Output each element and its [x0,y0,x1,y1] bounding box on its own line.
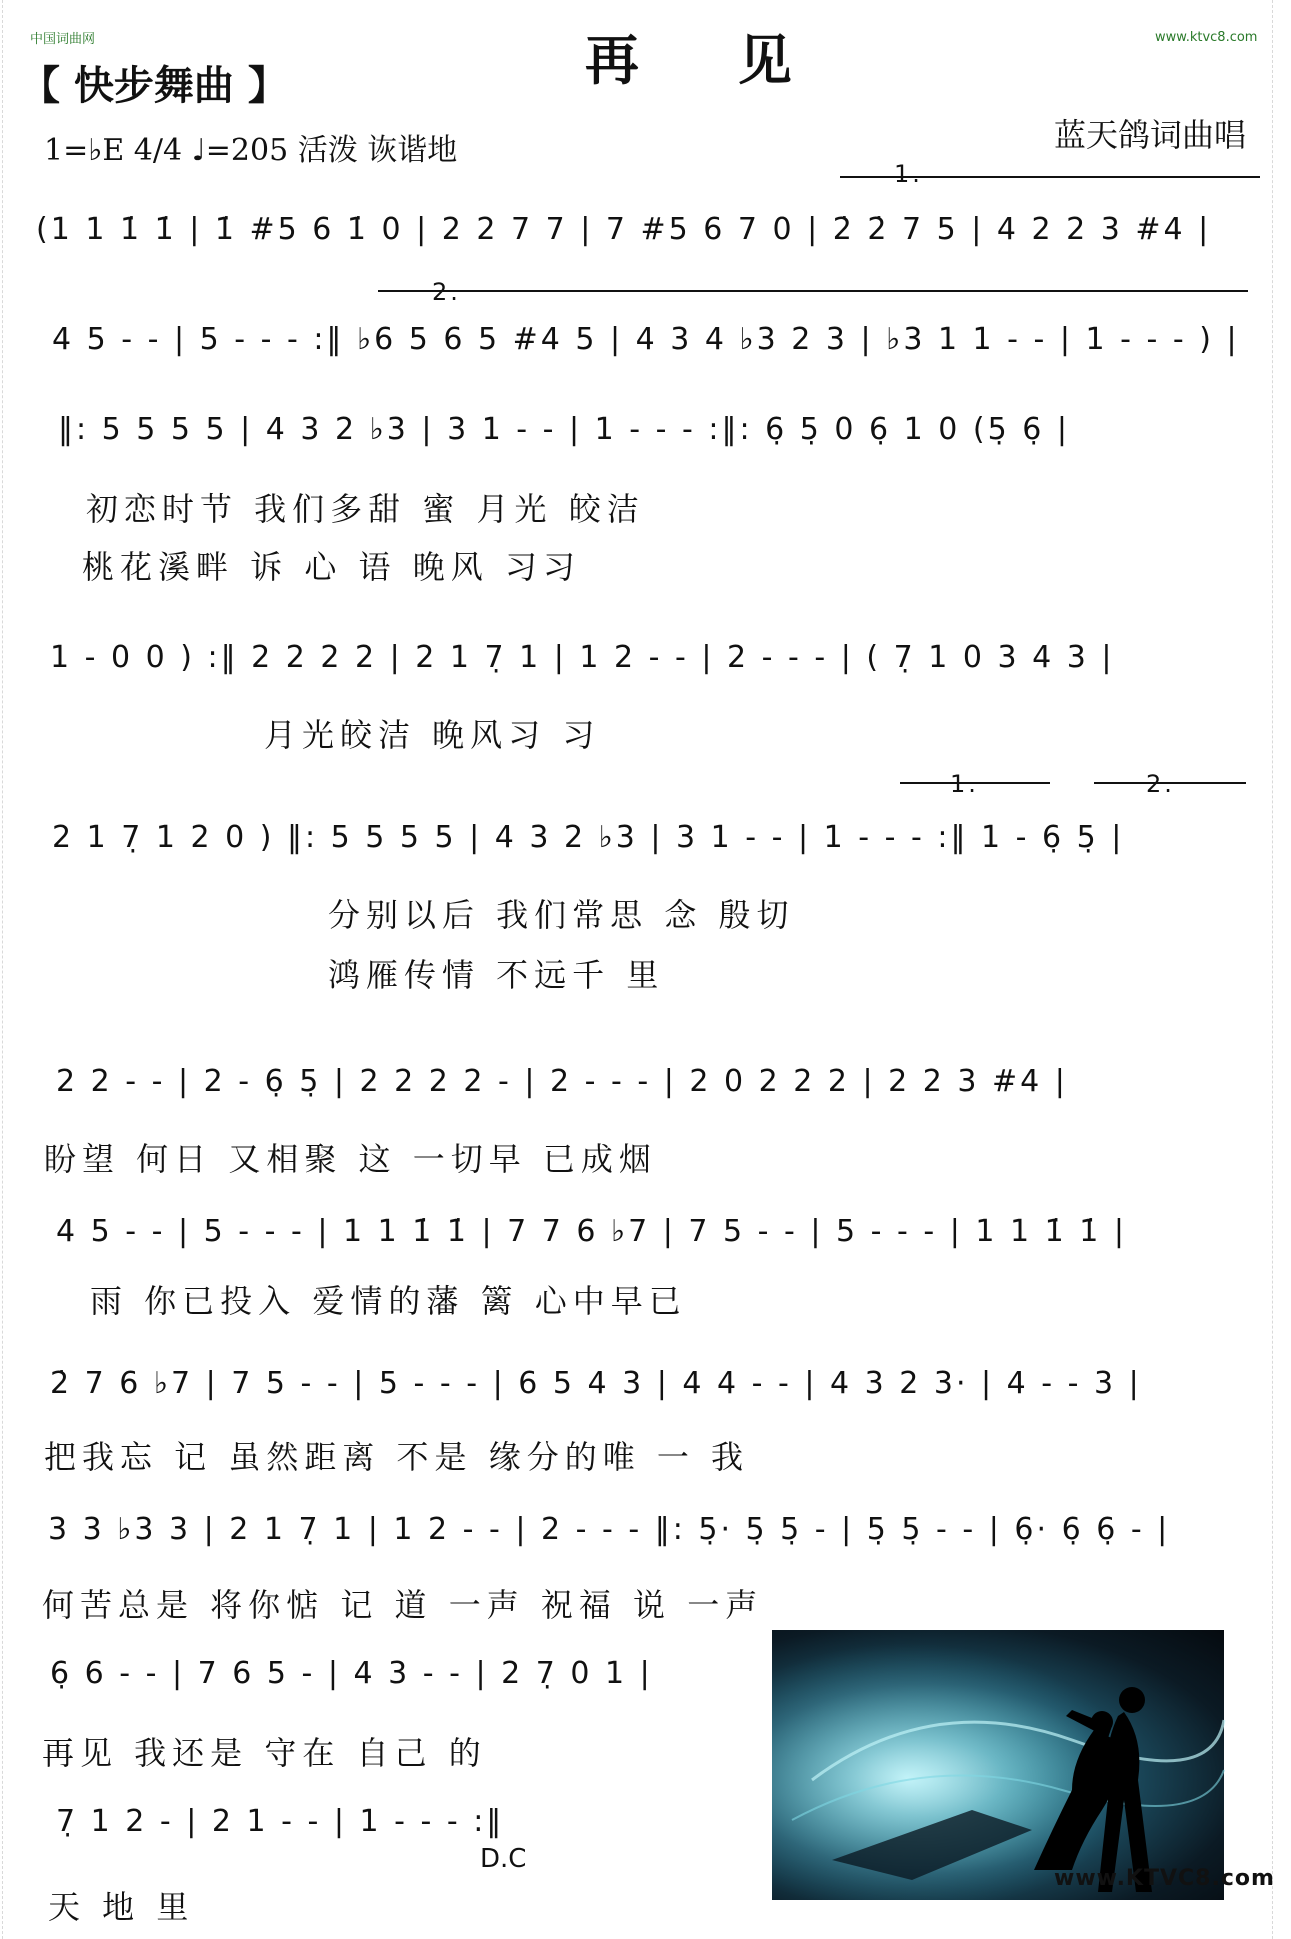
lyrics-row-10: 再见 我还是 守在 自己 的 [42,1734,487,1772]
dancers-silhouette-icon [772,1630,1224,1900]
notation-row-9: 3 3 ♭3 3 | 2 1 7̣ 1 | 1 2 - - | 2 - - - ‖: 5̣· 5̣ 5̣ - | 5̣ 5̣ - - | 6̣· 6̣ 6̣ - | [48,1512,1171,1547]
volta-5a: 1. [950,770,979,798]
left-border-strip [2,0,17,1939]
notation-row-2: 4 5 - - | 5 - - - :‖ ♭6 5 6 5 #4 5 | 4 3 4 ♭3 2 3 | ♭3 1 1 - - | 1 - - - ) | [52,322,1240,357]
dc-mark: D.C [480,1844,527,1874]
notation-row-3: ‖: 5 5 5 5 | 4 3 2 ♭3 | 3 1 - - | 1 - - - :‖: 6̣ 5̣ 0 6̣ 1 0 (5̣ 6̣ | [58,412,1070,447]
notation-row-5: 2 1 7̣ 1 2 0 ) ‖: 5 5 5 5 | 4 3 2 ♭3 | 3 1 - - | 1 - - - :‖ 1 - 6̣ 5̣ | [52,820,1125,855]
notation-row-7: 4 5 - - | 5 - - - | 1 1 1̇ 1̇ | 7 7 6 ♭7 | 7 5 - - | 5 - - - | 1 1 1̇ 1̇ | [56,1214,1127,1249]
volta-line-5b [1094,782,1246,784]
volta-5b: 2. [1146,770,1175,798]
lyrics-row-8: 把我忘 记 虽然距离 不是 缘分的唯 一 我 [44,1438,750,1476]
volta-2: 2. [432,278,461,306]
key-tempo-marking: 1=♭E 4/4 ♩=205 活泼 诙谐地 [44,133,458,168]
lyrics-row-11: 天 地 里 [48,1888,195,1926]
notation-row-6: 2 2 - - | 2 - 6̣ 5̣ | 2 2 2 2 - | 2 - - - | 2 0 2 2 2 | 2 2 3 #4 | [56,1064,1068,1099]
notation-row-10: 6̣ 6 - - | 7 6 5 - | 4 3 - - | 2 7̣ 0 1 | [50,1656,653,1691]
style-tag: 【 快步舞曲 】 [20,63,288,109]
volta-line-1 [840,176,1260,178]
volta-line-2 [378,290,1248,292]
notation-row-8: 2̇ 7 6 ♭7 | 7 5 - - | 5 - - - | 6 5 4 3 | 4 4 - - | 4 3 2 3· | 4 - - 3 | [50,1366,1142,1401]
ktv-logo: www.KTVC8.com [1054,1866,1275,1891]
right-border-strip [1272,0,1287,1939]
site-name-left: 中国词曲网 [30,32,96,47]
lyrics-row-6: 盼望 何日 又相聚 这 一切早 已成烟 [44,1140,657,1178]
lyrics-row-5-verse-1: 分别以后 我们常思 念 殷切 [328,896,795,934]
lyrics-row-4: 月光皎洁 晚风习 习 [264,716,601,754]
volta-1: 1. [894,160,923,188]
lyrics-row-9: 何苦总是 将你惦 记 道 一声 祝福 说 一声 [42,1586,764,1624]
volta-line-5a [900,782,1050,784]
lyrics-row-3-verse-2: 桃花溪畔 诉 心 语 晚风 习习 [82,548,581,586]
lyrics-row-3-verse-1: 初恋时节 我们多甜 蜜 月光 皎洁 [86,490,645,528]
notation-row-11: 7̣ 1 2 - | 2 1 - - | 1 - - - :‖ [56,1804,505,1839]
lyrics-row-5-verse-2: 鸿雁传情 不远千 里 [328,956,665,994]
song-title: 再 见 [585,28,832,92]
notation-row-4: 1 - 0 0 ) :‖ 2 2 2 2 | 2 1 7̣ 1 | 1 2 - - | 2 - - - | ( 7̣ 1 0 3 4 3 | [50,640,1115,675]
site-url-right: www.ktvc8.com [1155,30,1258,45]
notation-row-1: (1 1 1̇ 1̇ | 1̇ #5 6 1̇ 0 | 2 2 7 7 | 7 #5 6 7 0 | 2̇ 2̇ 7 5 | 4 2 2 3 #4 | [36,212,1212,247]
lyrics-row-7: 雨 你已投入 爱情的藩 篱 心中早已 [90,1282,687,1320]
credit: 蓝天鸽词曲唱 [1054,116,1247,154]
dancers-photo [772,1630,1275,1900]
